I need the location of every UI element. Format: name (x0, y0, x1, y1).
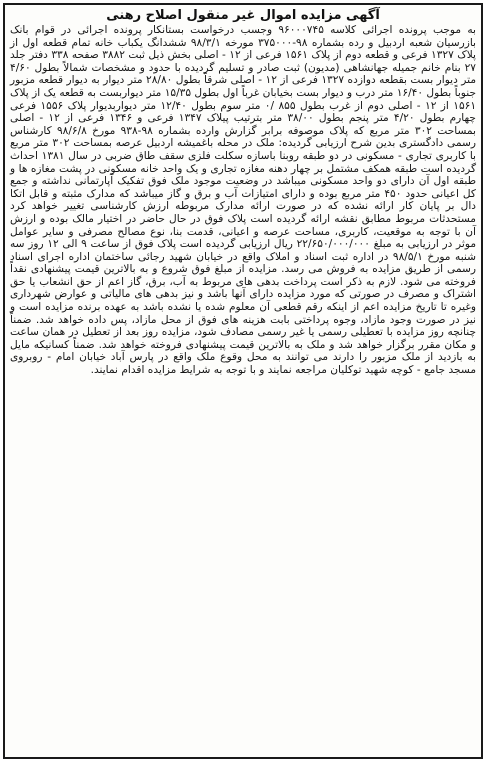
notice-title: آگهی مزایده اموال غیر منقول اصلاح رهنی (106, 8, 380, 23)
notice-body (5, 24, 481, 377)
notice-body-text: به موجب پرونده اجرائی کلاسه ۹۶۰۰۰۷۴۵ وجسب درخواست بستانکار پرونده اجرائی در قوام بانک بازرسیان شعبه اردبیل و رده بشماره ۹۸-۳۷۵۰۰۰ مورخه ۹۸/۳/۱ ششدانگ یکباب خانه تمام قطعه اول از پلاک ۱۳۲۷ فرعی و قطعه دوم از پلاک ۱۵۶۱ فرعی از ۱۲ - اصلی بخش ذیل ثبت ۳۸۸۲ صفحه ۳۳۸ دفتر جلد ۲۷ بنام خانم جمیله جهانشاهی (مدیون) ثبت صادر و تسلیم گردیده با حدود و مشخصات شمالاً بطول ۴/۶۰ متر دیوار بست بقطعه دوازده ۱۳۲۷ فرعی از ۱۲ - اصلی شرقاً بطول ۲۸/۸۰ متر دیوار به دیوار قطعه مزبور جنوباً بطول ۱۶/۴۰ متر درب و دیوار بست بخیابان غرباً اول بطول ۱۵/۳۵ متر دیواربست به قطعه یک از پلاک ۱۵۶۱ از ۱۲ - اصلی دوم از غرب بطول ۸۵۵ /۰ متر سوم بطول ۱۲/۴۰ متر دیواربدیوار پلاک ۱۵۵۶ فرعی چهارم بطول ۴/۲۰ متر پنجم بطول ۳۸/۰۰ متر بترتیب پیلاک ۱۳۴۷ فرعی و ۱۳۴۶ فرعی از ۱۲ - اصلی بمساحت ۳۰۲ متر مربع که پلاک موصوفه برابر گزارش وارده بشماره ۹۸-۹۳۸ مورخ ۹۸/۶/۸ کارشناس رسمی دادگستری بدین شرح ارزیابی گردیده: ملک در محله باغمیشه اردبیل عرصه بمساحت ۳۰۲ متر مربع با کاربری تجاری - مسکونی در دو طبقه روبنا باسازه سکلت فلزی سقف طاق ضربی در سال ۱۳۸۱ احداث گردیده است طبقه همکف مشتمل بر چهار دهنه مغازه تجاری و یک واحد خانه مسکونی در پشت مغازه ها و طبقه اول آن دارای دو واحد مسکونی میباشد در وضعیت موجود ملک فوق تفکیک آپارتمانی نداشته و جمع کل اعیانی حدود ۴۵۰ متر مربع بوده و دارای امتیازات آب و برق و گاز میباشد که مدارک مثبته و قابل اتکا دال بر پایان کار ارائه نشده که در صورت ارائه مدارک مربوطه ارزش کارشناسی تغییر خواهد کرد مستحدثات مربوط مطابق نقشه ارائه گردیده است پلاک فوق در حال حاضر در اختیار مالک بوده و ارزش آن با توجه به موقعیت، کاربری، مساحت عرصه و اعیانی، قدمت بنا، نوع مصالح مصرفی و سایر عوامل موثر در ارزیابی به مبلغ ۲۲/۶۵۰/۰۰۰/۰۰۰ ریال ارزیابی گردیده است پلاک فوق از ساعت ۹ الی ۱۲ روز سه شنبه مورخ ۹۸/۵/۱ در اداره ثبت اسناد و املاک واقع در خیابان شهید رجائی ساختمان اداره اجرای اسناد رسمی از طریق مزایده به فروش می رسد. مزایده از مبلغ فوق شروع و به بالاترین قیمت پیشنهادی نقداً فروخته می شود. لازم به ذکر است پرداخت بدهی های مربوط به آب، برق، گاز اعم از حق انشعاب یا حق اشتراک و مصرف در صورتی که مورد مزایده دارای آنها باشد و نیز بدهی های مالیاتی و عوارض شهرداری وغیره تا تاریخ مزایده اعم از اینکه رقم قطعی آن معلوم شده یا نشده باشد به عهده برنده مزایده است و نیز در صورت وجود مازاد، وجوه پرداختی بابت هزینه های فوق از محل مازاد، پس داده خواهد شد. ضمناً چنانچه روز مزایده با تعطیلی رسمی یا غیر رسمی مصادف شود، مزایده روز بعد از تعطیل در همان ساعت و مکان مقرر برگزار خواهد شد و ملک به بالاترین قیمت پیشنهادی فروخته خواهد شد. ضمناً کسانیکه مایل به بازدید از ملک مزبور را دارند می توانند به محل وقوع ملک واقع در پارس آباد خیابان امام - روبروی مسجد جامع - کوچه شهید توکلیان مراجعه نمایند و با توجه به شرایط مزایده اقدام نمایند. (10, 24, 477, 377)
auction-notice (3, 3, 483, 759)
